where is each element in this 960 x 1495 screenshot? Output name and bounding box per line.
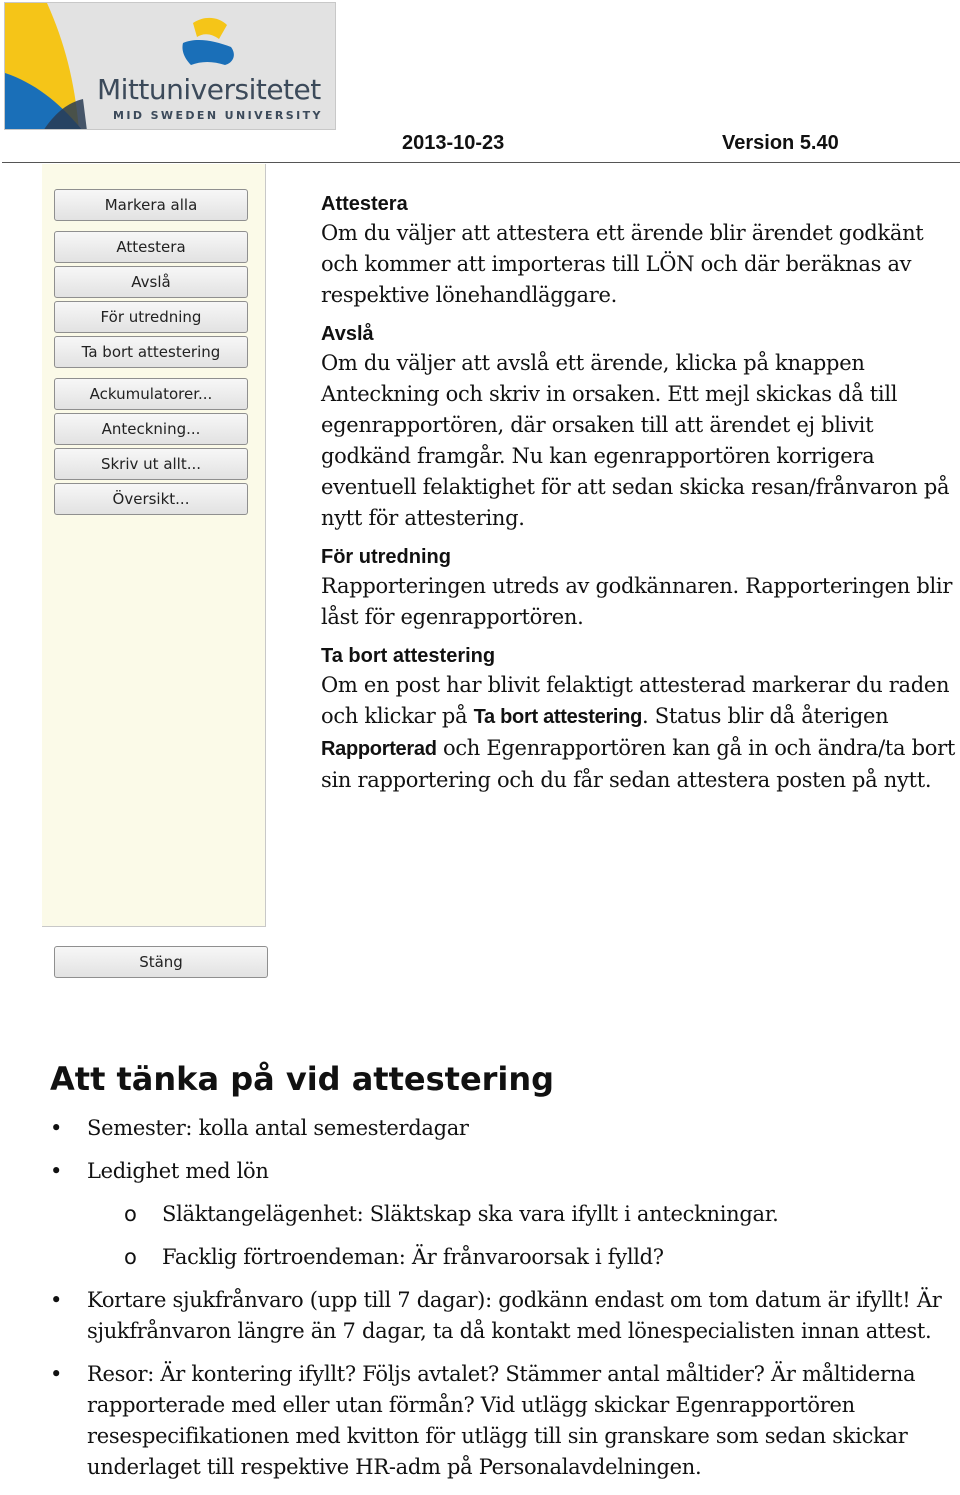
sub-list-item (0, 1199, 960, 1230)
logo-subtitle: MID SWEDEN UNIVERSITY (113, 109, 323, 122)
section-heading-reject: Avslå (321, 323, 374, 345)
section-heading-investigation: För utredning (321, 546, 451, 568)
header-divider (2, 162, 960, 163)
text-fragment: . Status blir då återigen (642, 704, 889, 728)
bold-term-remove-attestation: Ta bort attestering (473, 706, 643, 728)
bullet: • (50, 1159, 63, 1183)
sub-list-item (0, 1242, 960, 1273)
text-fragment: och Egenrapportören kan gå in och ändra/ta bort sin rapportering och du får sedan attestera posten på nytt. (321, 736, 956, 792)
close-button[interactable]: Stäng (54, 946, 268, 978)
logo-name: Mittuniversitetet (97, 73, 321, 106)
attest-button[interactable]: Attestera (54, 231, 248, 263)
list-item-text: Kortare sjukfrånvaro (upp till 7 dagar): godkänn endast om tom datum är ifyllt! Är sjukfrånvaron längre än 7 dagar, ta då kontakt med lönespecialisten innan attest. (87, 1288, 942, 1343)
section-text-reject: Om du väljer att avslå ett ärende, klicka på knappen Anteckning och skriv in orsaken. Ett mejl skickas då till egenrapportören, där orsaken till att ärendet ej blivit godkänd framgår. Nu kan egenrapportören korrigera eventuell felaktighet för att sedan skicka resan/frånvaron på nytt för attestering. (321, 351, 950, 530)
bullet: • (50, 1362, 63, 1386)
text-fragment: Om en post har blivit felaktigt attesterad markerar du raden och klickar på (321, 673, 950, 728)
overview-button[interactable]: Översikt... (54, 483, 248, 515)
document-date: 2013-10-23 (402, 132, 505, 154)
section-text-remove-attestation (321, 670, 957, 796)
bold-term-reported: Rapporterad (321, 738, 437, 760)
sub-bullet: o (124, 1245, 137, 1269)
remove-attestation-button[interactable]: Ta bort attestering (54, 336, 248, 368)
button-descriptions (321, 190, 957, 805)
university-logo (4, 2, 336, 130)
for-investigation-button[interactable]: För utredning (54, 301, 248, 333)
document-version: Version 5.40 (722, 132, 839, 154)
accumulators-button[interactable]: Ackumulatorer... (54, 378, 248, 410)
list-item-text: Semester: kolla antal semesterdagar (87, 1116, 469, 1140)
select-all-button[interactable]: Markera alla (54, 189, 248, 221)
checklist-title: Att tänka på vid attestering (50, 1060, 555, 1098)
bullet: • (50, 1288, 63, 1312)
section-heading-remove-attestation: Ta bort attestering (321, 645, 496, 667)
list-item-text: Ledighet med lön (87, 1159, 269, 1183)
section-text-investigation: Rapporteringen utreds av godkännaren. Rapporteringen blir låst för egenrapportören. (321, 574, 953, 629)
list-item (0, 1156, 960, 1187)
checklist (0, 1113, 960, 1495)
section-heading-attest: Attestera (321, 193, 408, 215)
list-item-text: Släktangelägenhet: Släktskap ska vara ifyllt i anteckningar. (162, 1202, 779, 1226)
section-text-attest: Om du väljer att attestera ett ärende blir ärendet godkänt och kommer att importeras till LÖN och där beräknas av respektive lönehandläggare. (321, 221, 924, 307)
note-button[interactable]: Anteckning... (54, 413, 248, 445)
print-all-button[interactable]: Skriv ut allt... (54, 448, 248, 480)
reject-button[interactable]: Avslå (54, 266, 248, 298)
list-item-text: Resor: Är kontering ifyllt? Följs avtalet? Stämmer antal måltider? Är måltiderna rapporterade med eller utan förmån? Vid utlägg skickar Egenrapportören resespecifikationen med kvitton för utlägg till sin granskare som sedan skickar underlaget till respektive HR-adm på Personalavdelningen. (87, 1362, 916, 1479)
list-item (0, 1359, 960, 1483)
bullet: • (50, 1116, 63, 1140)
list-item (0, 1285, 960, 1347)
list-item (0, 1113, 960, 1144)
sub-bullet: o (124, 1202, 137, 1226)
list-item-text: Facklig förtroendeman: Är frånvaroorsak i fylld? (162, 1245, 664, 1269)
